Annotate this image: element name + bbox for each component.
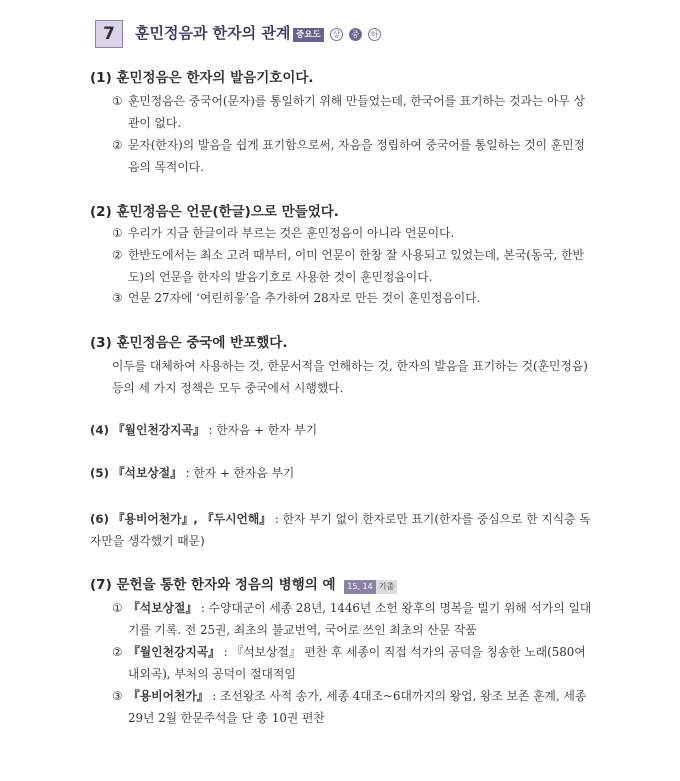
item-text: 한반도에서는 최소 고려 때부터, 이미 언문이 한창 잘 사용되고 있었는데, 본국(동국, 한반도)의 언문을 한자의 발음기호로 사용한 것이 훈민정음이다.: [128, 248, 584, 284]
exam-badge: [344, 578, 397, 592]
exam-label: 기출: [376, 580, 397, 594]
item-marker: ③: [112, 291, 123, 305]
item-marker: ②: [112, 645, 123, 659]
item-book: 『월인천강지곡』: [128, 645, 220, 659]
importance-high: 상: [330, 28, 343, 41]
importance-low: 하: [368, 28, 381, 41]
section-1-item-2: [112, 134, 592, 178]
section-7-title: (7) 문헌을 통한 한자와 정음의 병행의 예: [90, 577, 336, 593]
item-text: : 조선왕조 사적 송가, 세종 4대조~6대까지의 왕업, 왕조 보존 훈계, 세종 29년 2월 한문주석을 단 총 10권 편찬: [128, 689, 587, 725]
item-marker: ①: [112, 226, 123, 240]
item-text: 우리가 지금 한글이라 부르는 것은 훈민정음이 아니라 언문이다.: [128, 226, 455, 240]
section-6: [90, 508, 600, 552]
item-marker: ①: [112, 94, 123, 108]
section-7-item-1: [112, 597, 592, 641]
item-text: : 수양대군이 세종 28년, 1446년 소헌 왕후의 명복을 빌기 위해 석가의 일대기를 기록. 전 25권, 최초의 불교번역, 국어로 쓰인 최초의 산문 작품: [128, 601, 592, 637]
section-header: [95, 20, 435, 50]
section-7-item-3: [112, 685, 592, 729]
importance-indicator: [293, 24, 381, 40]
item-text: 언문 27자에 ‘여린히읗’을 추가하여 28자로 만든 것이 훈민정음이다.: [128, 291, 481, 305]
item-text: 훈민정음은 중국어(문자)를 통일하기 위해 만들었는데, 한국어를 표기하는 것과는 아무 상관이 없다.: [128, 94, 585, 130]
section-title: 훈민정음과 한자의 관계: [135, 24, 291, 42]
section-2-title: (2) 훈민정음은 언문(한글)으로 만들었다.: [90, 204, 339, 220]
section-5-number: (5): [90, 466, 109, 480]
section-5: [90, 462, 600, 484]
section-2-item-1: [112, 222, 592, 244]
section-4-text: : 한자음 + 한자 부기: [204, 423, 318, 437]
item-marker: ②: [112, 248, 123, 262]
section-6-books: 『용비어천가』, 『두시언해』: [112, 512, 272, 526]
section-7-item-2: [112, 641, 592, 685]
section-6-number: (6): [90, 512, 109, 526]
importance-mid: 중: [349, 28, 362, 41]
item-marker: ②: [112, 138, 123, 152]
section-2-item-3: [112, 287, 592, 309]
importance-label: 중요도: [293, 28, 324, 42]
section-5-book: 『석보상절』: [112, 466, 182, 480]
section-4: [90, 419, 600, 441]
section-6-text: : 한자 부기 없이 한자로만 표기(한자를 중심으로 한 지식층 독자만을 생각했기 때문): [90, 512, 591, 548]
section-4-book: 『월인천강지곡』: [112, 423, 205, 437]
section-3-text: 이두를 대체하여 사용하는 것, 한문서적을 언해하는 것, 한자의 발음을 표기하는 것(훈민정음) 등의 세 가지 정책은 모두 중국에서 시행했다.: [112, 359, 588, 395]
section-4-number: (4): [90, 423, 109, 437]
exam-years: 15, 14: [344, 580, 375, 594]
item-book: 『용비어천가』: [128, 689, 209, 703]
item-book: 『석보상절』: [128, 601, 198, 615]
item-marker: ①: [112, 601, 123, 615]
section-5-text: : 한자 + 한자음 부기: [181, 466, 295, 480]
item-text: 문자(한자)의 발음을 쉽게 표기함으로써, 자음을 정립하여 중국어를 통일하는 것이 훈민정음의 목적이다.: [128, 138, 585, 174]
section-7-title-row: [90, 573, 397, 593]
section-2-item-2: [112, 244, 592, 288]
item-marker: ③: [112, 689, 123, 703]
section-3-title: (3) 훈민정음은 중국에 반포했다.: [90, 335, 288, 351]
section-1-item-1: [112, 90, 592, 134]
section-1-title: (1) 훈민정음은 한자의 발음기호이다.: [90, 70, 314, 86]
section-number: 7: [95, 20, 123, 48]
item-text: : 『석보상절』 편찬 후 세종이 직접 석가의 공덕을 칭송한 노래(580여 내외곡), 부처의 공덕이 절대적임: [128, 645, 586, 681]
